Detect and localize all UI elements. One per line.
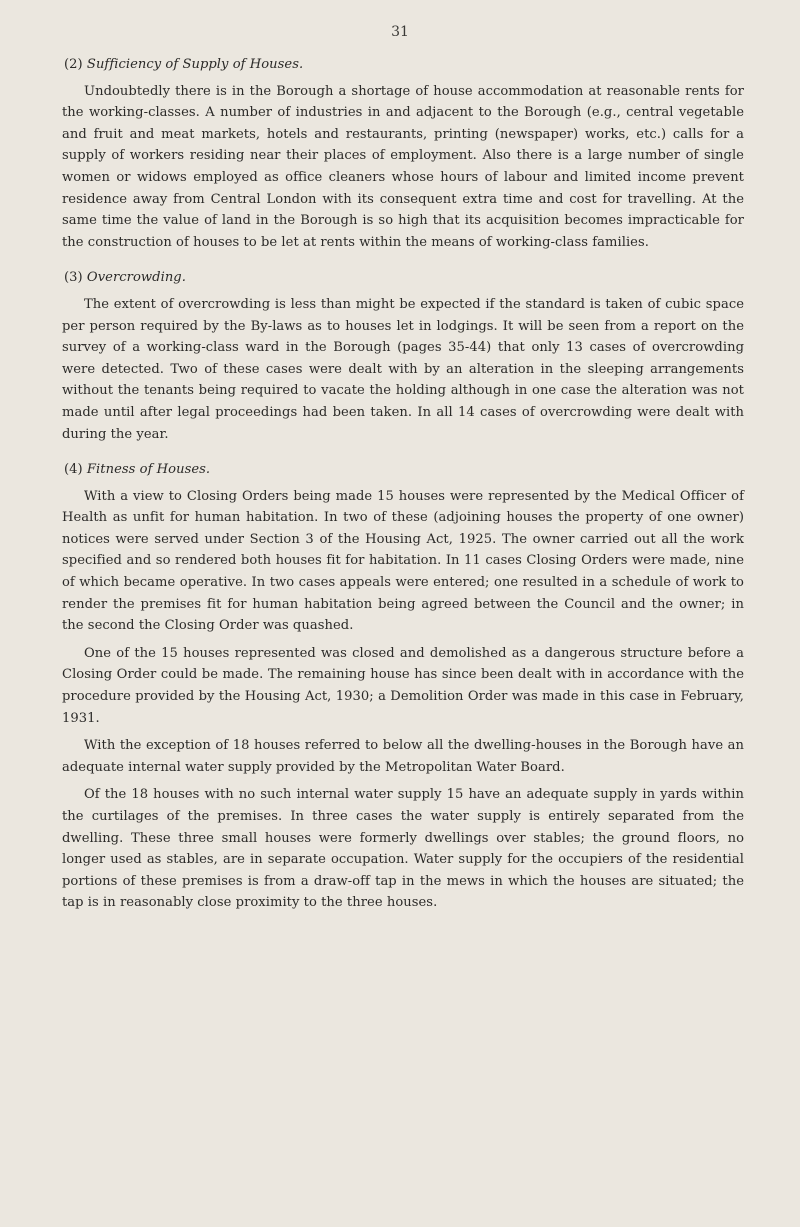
section-number: (4): [64, 462, 83, 478]
paragraph: Undoubtedly there is in the Borough a shortage of house accommodation at reasonable rents for the working-classes. A number of industries in and adjacent to the Borough (e.g., central vegetable and fruit and meat markets, hotels and restaurants, printing (newspaper) works, etc.) calls for a supply of workers residing near their places of employment. Also there is a large number of single women or widows employed as office cleaners whose hours of labour and limited income prevent residence away from Central London with its consequent extra time and cost for travelling. At the same time the value of land in the Borough is so high that its acquisition becomes impracticable for the construction of houses to be let at rents within the means of working-class families.: [62, 83, 744, 250]
section-supply-of-houses: [62, 54, 744, 253]
document-body: [62, 54, 744, 928]
paragraph: Of the 18 houses with no such internal water supply 15 have an adequate supply in yards within the curtilages of the premises. In three cases the water supply is entirely separated from the dwelling. These three small houses were formerly dwellings over stables; the ground floors, no longer used as stables, are in separate occupation. Water supply for the occupiers of the residential portions of these premises is from a draw-off tap in the mews in which the houses are situated; the tap is in reasonably close proximity to the three houses.: [62, 787, 744, 911]
paragraph: With a view to Closing Orders being made 15 houses were represented by the Medical Officer of Health as unfit for human habitation. In two of these (adjoining houses the property of one owner) notices were served under Section 3 of the Housing Act, 1925. The owner carried out all the work specified and so rendered both houses fit for habitation. In 11 cases Closing Orders were made, nine of which became operative. In two cases appeals were entered; one resulted in a schedule of work to render the premises fit for human habitation being agreed between the Council and the owner; in the second the Closing Order was quashed.: [62, 488, 744, 634]
section-number: (3): [64, 270, 83, 286]
section-title: Fitness of Houses.: [86, 462, 211, 478]
section-heading: [64, 267, 744, 289]
paragraph: With the exception of 18 houses referred to below all the dwelling-houses in the Borough have an adequate internal water supply provided by the Metropolitan Water Board.: [62, 738, 744, 775]
section-overcrowding: [62, 267, 744, 445]
section-title: Overcrowding.: [86, 270, 186, 286]
section-number: (2): [64, 57, 83, 72]
paragraph: The extent of overcrowding is less than might be expected if the standard is taken of cubic space per person required by the By-laws as to houses let in lodgings. It will be seen from a report on the survey of a working-class ward in the Borough (pages 35-44) that only 13 cases of overcrowding were detected. Two of these cases were dealt with by an alteration in the sleeping arrangements without the tenants being required to vacate the holding although in one case the alteration was not made until after legal proceedings had been taken. In all 14 cases of overcrowding were dealt with during the year.: [62, 296, 744, 442]
section-fitness-of-houses: [62, 459, 744, 914]
paragraph: One of the 15 houses represented was closed and demolished as a dangerous structure before a Closing Order could be made. The remaining house has since been dealt with in accordance with the procedure provided by the Housing Act, 1930; a Demolition Order was made in this case in February, 1931.: [62, 645, 744, 726]
page-number: 31: [391, 24, 409, 40]
section-title: Sufficiency of Supply of Houses.: [86, 57, 304, 72]
section-heading: [64, 459, 744, 481]
section-heading: [64, 54, 744, 76]
